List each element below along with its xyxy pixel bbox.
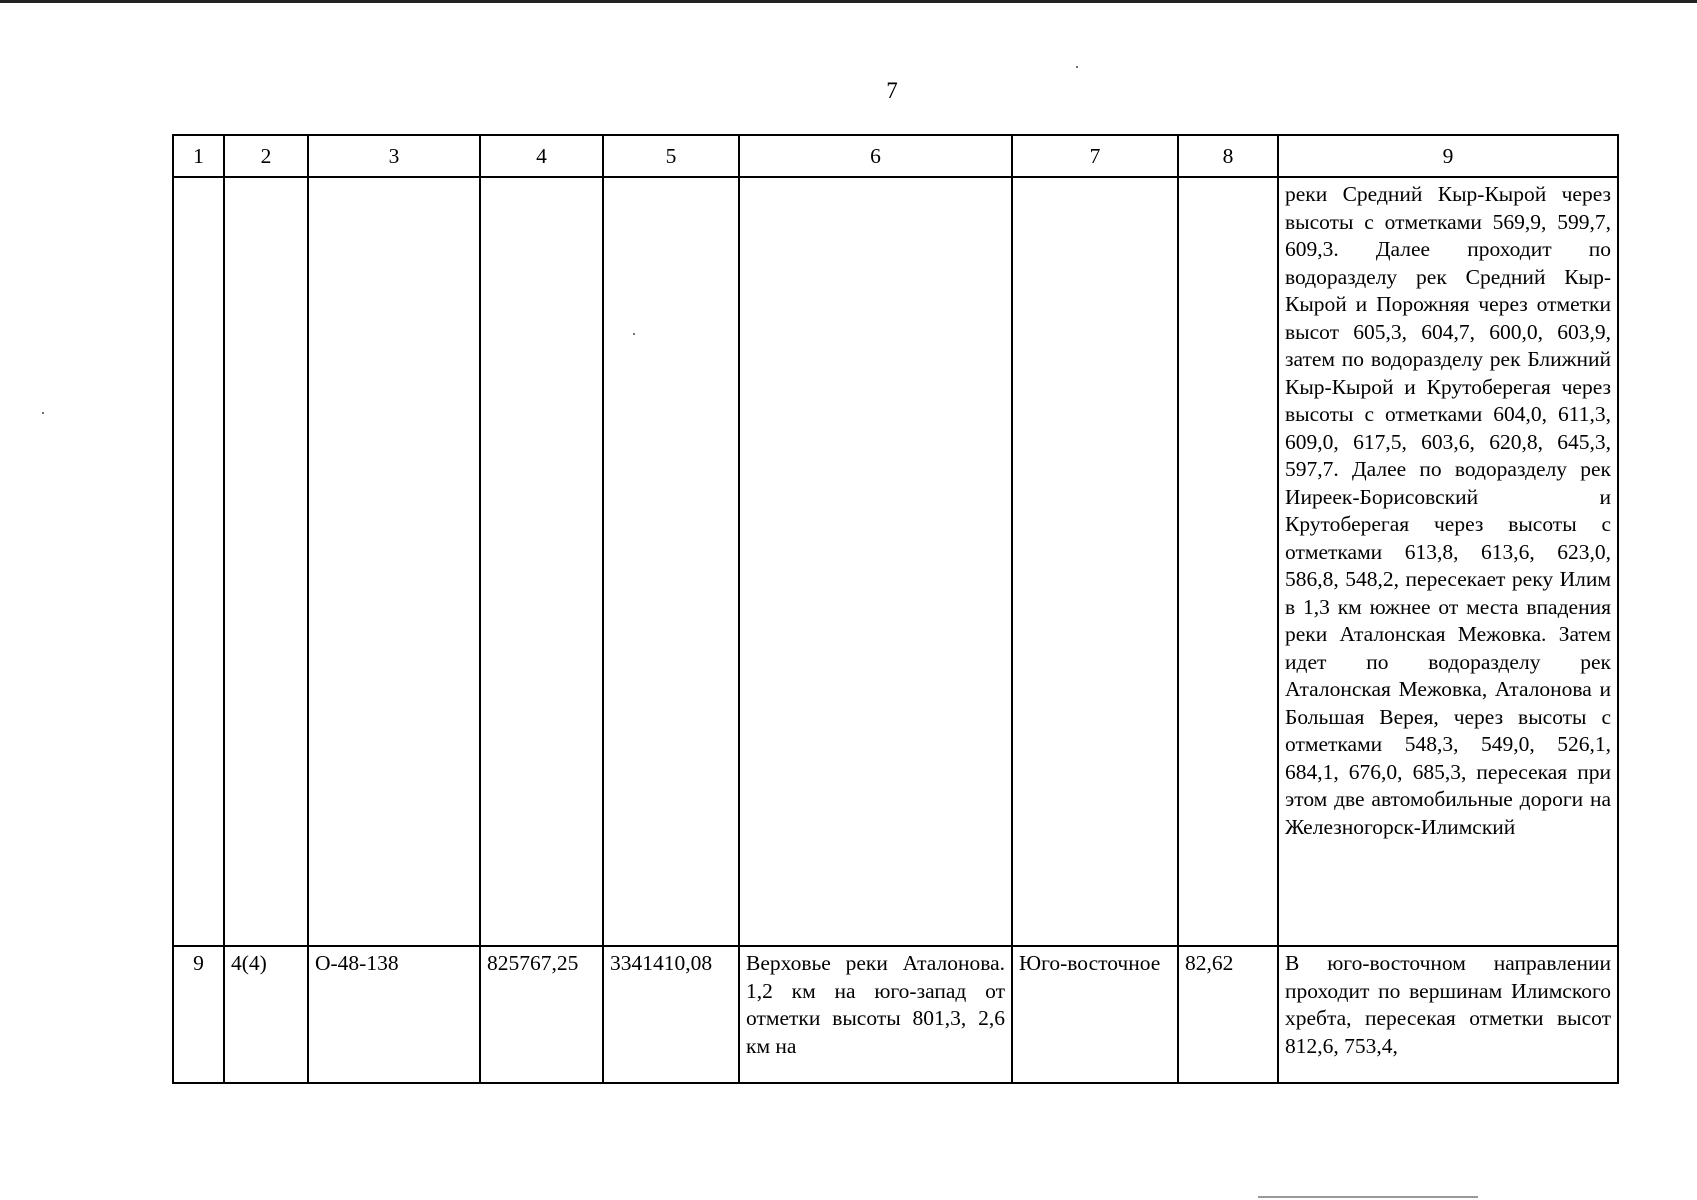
cell-empty [480, 177, 603, 946]
column-header-1: 1 [173, 135, 224, 177]
column-header-4: 4 [480, 135, 603, 177]
table-row-9 [173, 946, 1618, 1083]
cell-empty [603, 177, 739, 946]
map-sheet-cell: О-48-138 [308, 946, 480, 1083]
column-header-3: 3 [308, 135, 480, 177]
table-row-continued [173, 177, 1618, 946]
boundary-description-cell: В юго-восточном направлении проходит по вершинам Илимского хребта, пересекая отметки высот 812,6, 753,4, [1278, 946, 1618, 1083]
scan-edge-bottom [1258, 1196, 1478, 1198]
scan-speck [42, 412, 44, 414]
scan-speck [1076, 66, 1078, 68]
cell-empty [173, 177, 224, 946]
direction-cell: Юго-восточное [1012, 946, 1178, 1083]
cell-empty [224, 177, 308, 946]
column-header-5: 5 [603, 135, 739, 177]
column-header-7: 7 [1012, 135, 1178, 177]
data-table [172, 134, 1619, 1084]
page-number: 7 [886, 78, 898, 103]
column-header-2: 2 [224, 135, 308, 177]
table-header-row [173, 135, 1618, 177]
length-cell: 82,62 [1178, 946, 1278, 1083]
start-point-cell: Верховье реки Аталонова. 1,2 км на юго-запад от отметки высоты 801,3, 2,6 км на [739, 946, 1012, 1083]
cell-empty [1178, 177, 1278, 946]
cell-empty [1012, 177, 1178, 946]
column-header-6: 6 [739, 135, 1012, 177]
scan-edge-top [0, 0, 1697, 3]
cell-empty [308, 177, 480, 946]
row-number-cell: 9 [173, 946, 224, 1083]
coordinate-y-cell: 3341410,08 [603, 946, 739, 1083]
column-header-9: 9 [1278, 135, 1618, 177]
coordinate-x-cell: 825767,25 [480, 946, 603, 1083]
column-header-8: 8 [1178, 135, 1278, 177]
section-number-cell: 4(4) [224, 946, 308, 1083]
cell-empty [739, 177, 1012, 946]
boundary-description-cell: реки Средний Кыр-Кырой через высоты с отметками 569,9, 599,7, 609,3. Далее проходит по водоразделу рек Средний Кыр-Кырой и Порожняя через отметки высот 605,3, 604,7, 600,0, 603,9, затем по водоразделу рек Ближний Кыр-Кырой и Крутоберегая через высоты с отметками 604,0, 611,3, 609,0, 617,5, 603,6, 620,8, 645,3, 597,7. Далее по водоразделу рек Ииреек-Борисовский и Крутоберегая через высоты с отметками 613,8, 613,6, 623,0, 586,8, 548,2, пересекает реку Илим в 1,3 км южнее от места впадения реки Аталонская Межовка. Затем идет по водоразделу рек Аталонская Межовка, Аталонова и Большая Верея, через высоты с отметками 548,3, 549,0, 526,1, 684,1, 676,0, 685,3, пересекая при этом две автомобильные дороги на Железногорск-Илимский [1278, 177, 1618, 946]
